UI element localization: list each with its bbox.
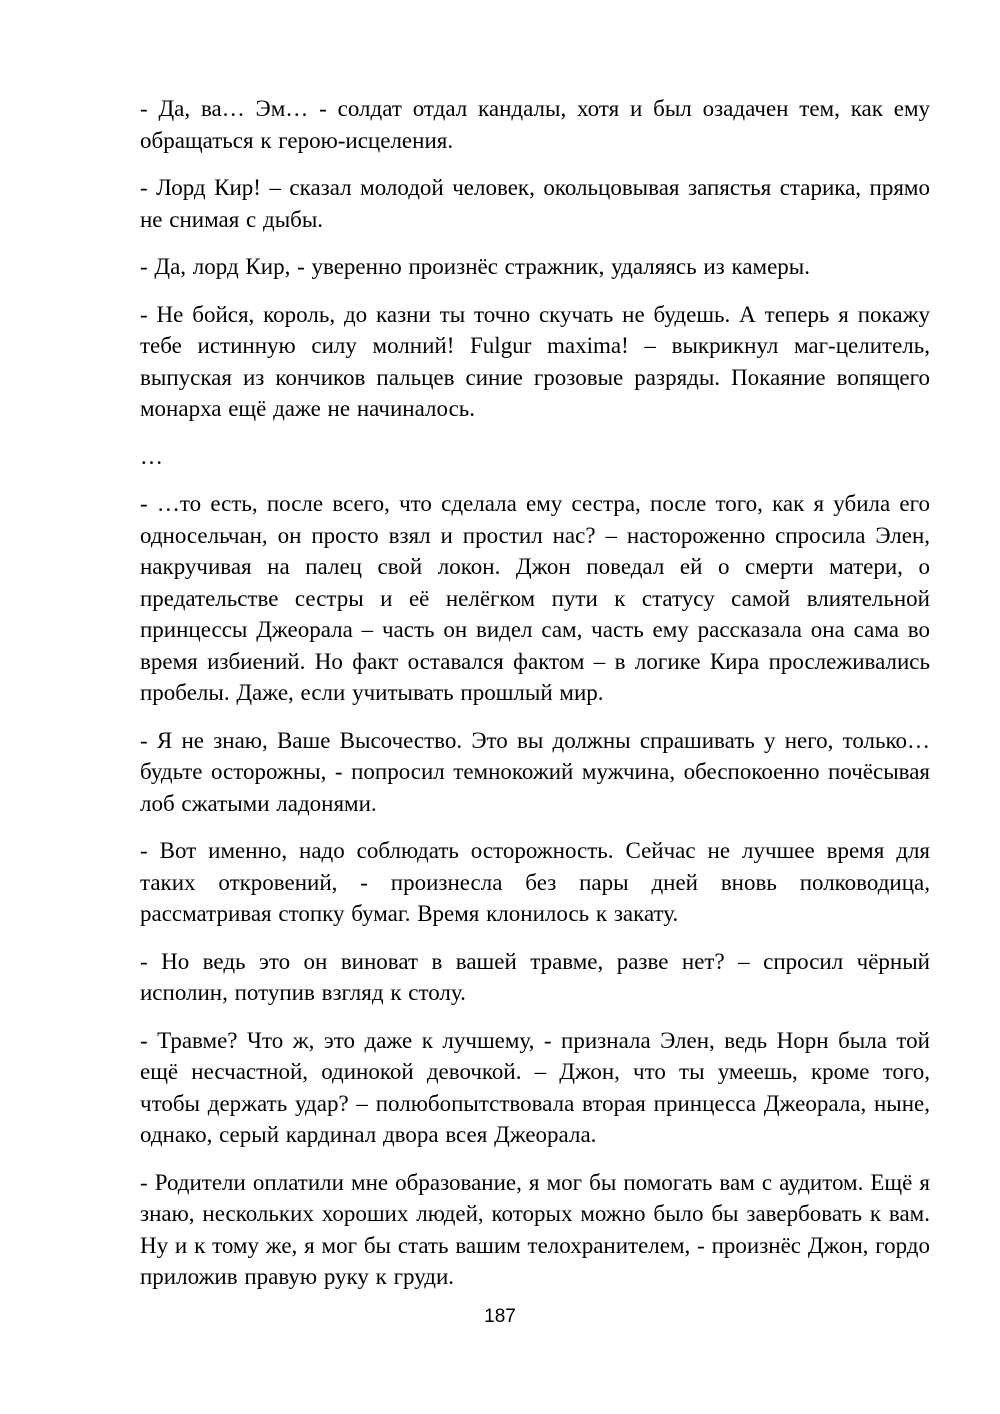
paragraph-1: - Да, ва… Эм… - солдат отдал кандалы, хотя и был озадачен тем, как ему обращаться к герою-исцеления.: [140, 96, 930, 153]
paragraph-2: - Лорд Кир! – сказал молодой человек, окольцовывая запястья старика, прямо не снимая с дыбы.: [140, 175, 930, 232]
paragraph-9: - Но ведь это он виноват в вашей травме, разве нет? – спросил чёрный исполин, потупив взгляд к столу.: [140, 948, 930, 1005]
paragraph-8: - Вот именно, надо соблюдать осторожность. Сейчас не лучшее время для таких откровений, - произнесла без пары дней вновь полководица, рассматривая стопку бумаг. Время клонилось к закату.: [140, 838, 930, 926]
paragraph-6: - …то есть, после всего, что сделала ему сестра, после того, как я убила его односельчан, он просто взял и простил нас? – настороженно спросила Элен, накручивая на палец свой локон. Джон поведал ей о смерти матери, о предательстве сестры и её нелёгком пути к статусу самой влиятельной принцессы Джеорала – часть он видел сам, часть ему рассказала она сама во время избиений. Но факт оставался фактом – в логике Кира прослеживались пробелы. Даже, если учитывать прошлый мир.: [140, 491, 930, 705]
paragraph-3: - Да, лорд Кир, - уверенно произнёс стражник, удаляясь из камеры.: [140, 254, 811, 279]
paragraph-4: - Не бойся, король, до казни ты точно скучать не будешь. А теперь я покажу тебе истинную силу молний! Fulgur maxima! – выкрикнул маг-целитель, выпуская из кончиков пальцев синие грозовые разряды. Покаяние вопящего монарха ещё даже не начиналось.: [140, 301, 930, 421]
paragraph-ellipsis-separator: …: [140, 443, 163, 469]
text-block: [140, 93, 930, 1309]
page-number: 187: [484, 1306, 516, 1327]
paragraph-11: - Родители оплатили мне образование, я мог бы помогать вам с аудитом. Ещё я знаю, нескольких хороших людей, которых можно было бы завербовать к вам. Ну и к тому же, я мог бы стать вашим телохранителем, - произнёс Джон, гордо приложив правую руку к груди.: [140, 1169, 930, 1289]
paragraph-10: - Травме? Что ж, это даже к лучшему, - признала Элен, ведь Норн была той ещё несчастной, одинокой девочкой. – Джон, что ты умеешь, кроме того, чтобы держать удар? – полюбопытствовала вторая принцесса Джеорала, ныне, однако, серый кардинал двора всея Джеорала.: [140, 1027, 930, 1147]
paragraph-7: - Я не знаю, Ваше Высочество. Это вы должны спрашивать у него, только… будьте осторожны, - попросил темнокожий мужчина, обеспокоенно почёсывая лоб сжатыми ладонями.: [140, 727, 930, 816]
